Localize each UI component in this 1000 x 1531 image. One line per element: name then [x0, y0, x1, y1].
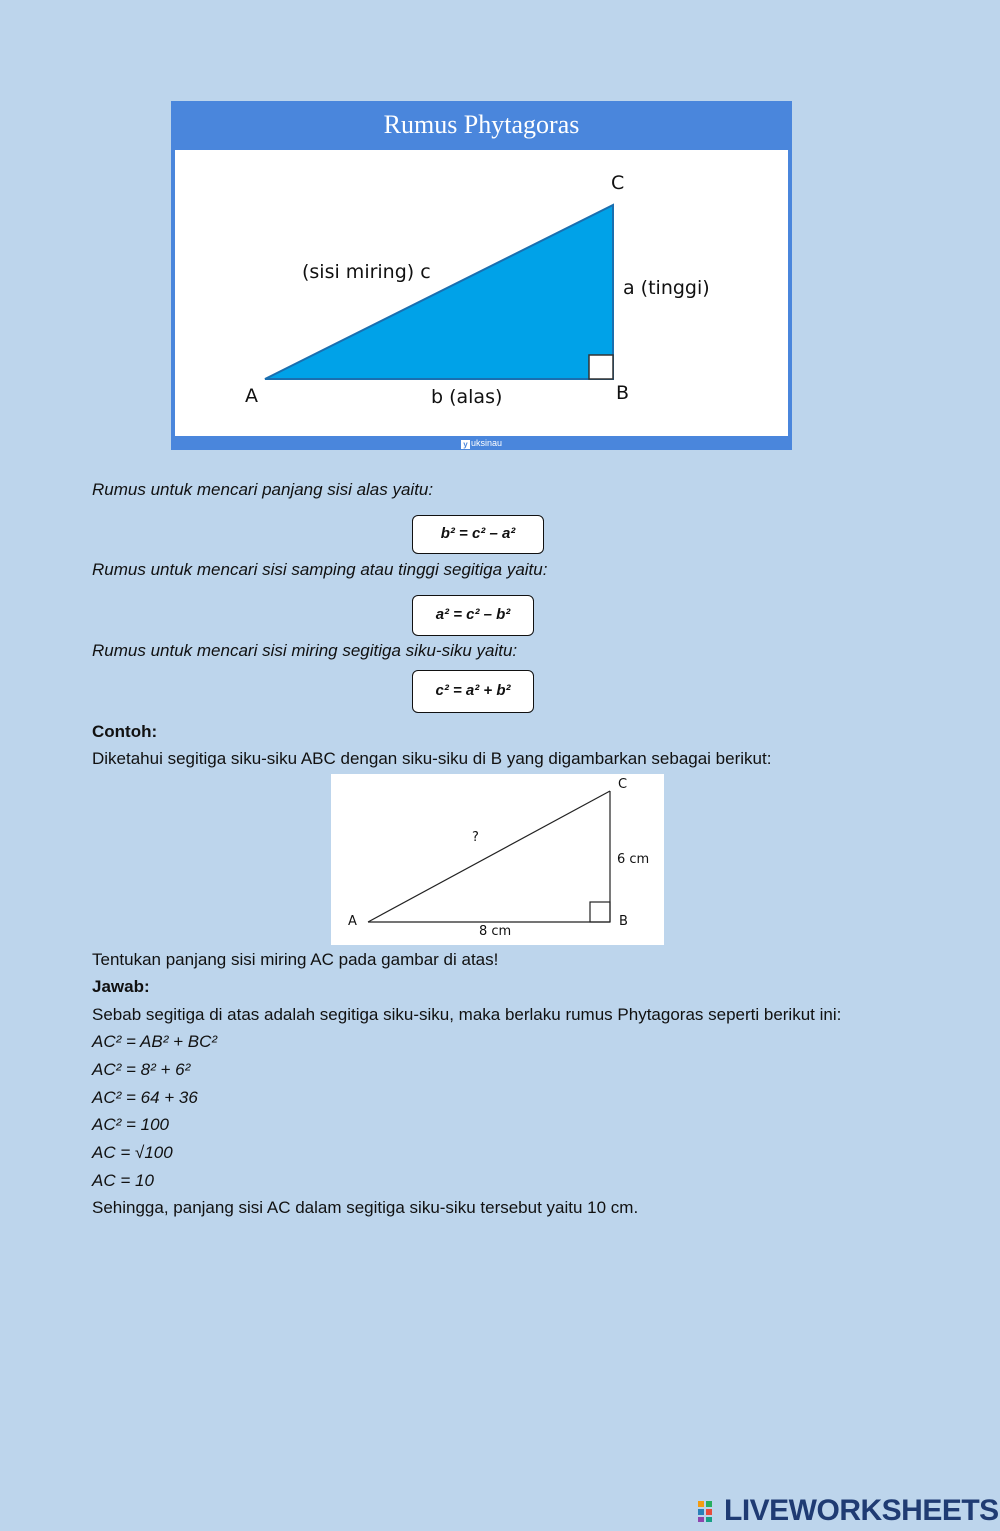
hypotenuse-label: (sisi miring) c — [302, 261, 431, 283]
base-value-label: 8 cm — [479, 924, 512, 939]
vertex-a-label: A — [245, 385, 258, 407]
example-triangle-figure — [331, 774, 664, 945]
height-formula-intro: Rumus untuk mencari sisi samping atau tinggi segitiga yaitu: — [92, 560, 548, 579]
figure-canvas — [175, 150, 788, 436]
liveworksheets-logo[interactable] — [697, 1493, 999, 1529]
step-5: AC = √100 — [92, 1143, 173, 1162]
question-text: Tentukan panjang sisi miring AC pada gambar di atas! — [92, 950, 499, 969]
base-label: b (alas) — [431, 386, 503, 408]
step-6: AC = 10 — [92, 1171, 154, 1190]
liveworksheets-logo-text: LIVEWORKSHEETS — [724, 1494, 999, 1527]
height-formula-box: a² = c² – b² — [412, 595, 534, 636]
credit-logo-icon: y — [461, 440, 470, 449]
credit-text: uksinau — [470, 438, 503, 448]
vertex-c-label: C — [618, 777, 628, 792]
figure-credit — [171, 437, 792, 450]
hypotenuse-line — [368, 791, 610, 922]
triangle-diagram — [175, 150, 788, 436]
right-angle-mark — [590, 902, 610, 922]
step-2: AC² = 8² + 6² — [92, 1060, 191, 1079]
step-4: AC² = 100 — [92, 1115, 170, 1134]
example-text: Diketahui segitiga siku-siku ABC dengan siku-siku di B yang digambarkan sebagai berikut: — [92, 749, 772, 768]
vertex-c-label: C — [611, 172, 625, 194]
example-triangle-diagram — [331, 774, 664, 945]
base-formula-intro: Rumus untuk mencari panjang sisi alas yaitu: — [92, 480, 434, 499]
vertex-b-label: B — [616, 382, 630, 404]
hyp-formula-intro: Rumus untuk mencari sisi miring segitiga siku-siku yaitu: — [92, 641, 518, 660]
vertex-a-label: A — [348, 914, 357, 929]
step-1: AC² = AB² + BC² — [92, 1032, 218, 1051]
liveworksheets-logo-icon — [697, 1499, 721, 1523]
base-formula-box: b² = c² – a² — [412, 515, 544, 554]
example-heading: Contoh: — [92, 722, 158, 741]
unknown-side-label: ? — [472, 830, 479, 845]
height-label: a (tinggi) — [623, 277, 710, 299]
answer-intro: Sebab segitiga di atas adalah segitiga siku-siku, maka berlaku rumus Phytagoras seperti berikut ini: — [92, 1005, 842, 1024]
step-3: AC² = 64 + 36 — [92, 1088, 198, 1107]
vertex-b-label: B — [619, 914, 628, 929]
right-angle-mark — [589, 355, 613, 379]
triangle-shape — [265, 205, 613, 379]
hyp-formula-box: c² = a² + b² — [412, 670, 534, 713]
figure-title: Rumus Phytagoras — [383, 110, 580, 139]
pythagoras-formula-figure — [171, 101, 792, 450]
conclusion-text: Sehingga, panjang sisi AC dalam segitiga siku-siku tersebut yaitu 10 cm. — [92, 1198, 639, 1217]
answer-heading: Jawab: — [92, 977, 150, 996]
height-value-label: 6 cm — [617, 852, 650, 867]
